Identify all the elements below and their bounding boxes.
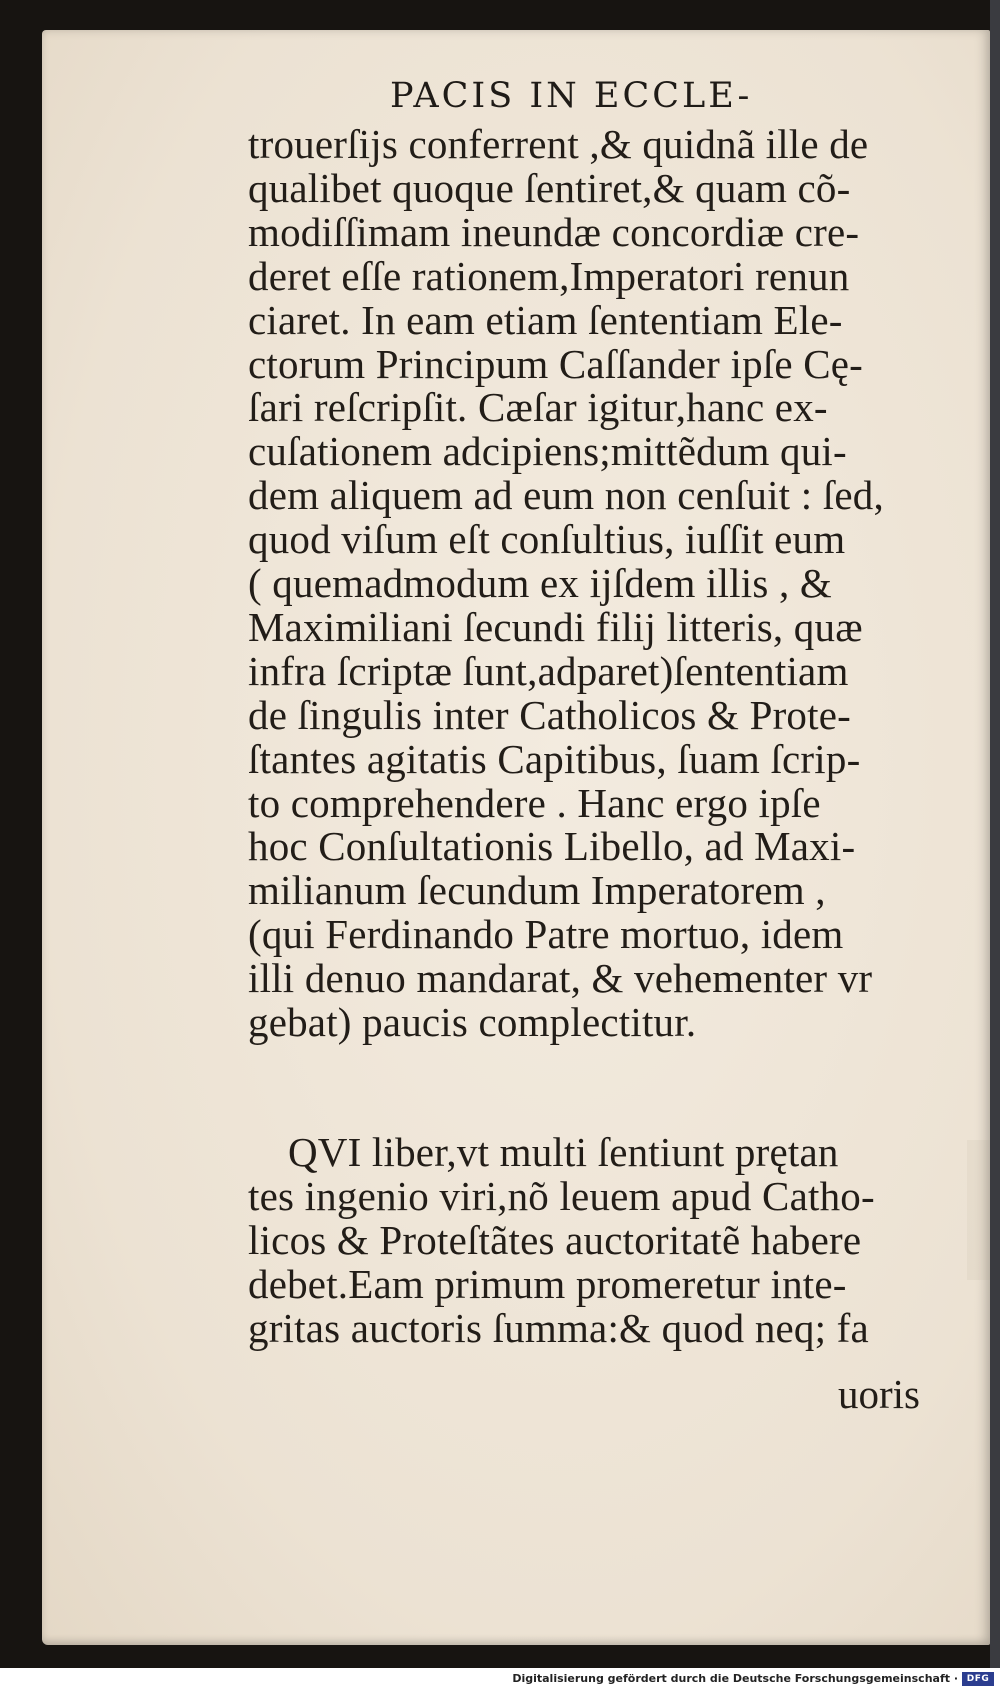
text-line: QVI liber,vt multi ſentiunt prętan [288, 1129, 839, 1175]
text-line: ſtantes agitatis Capitibus, ſuam ſcrip- [248, 735, 861, 782]
text-line: dem aliquem ad eum non cenſuit : ſed, [248, 472, 884, 519]
text-line: hoc Conſultationis Libello, ad Maxi- [248, 823, 856, 870]
text-line: milianum ſecundum Imperatorem , [248, 867, 826, 914]
catchword: uoris [838, 1371, 920, 1417]
text-line: gebat) paucis complectitur. [248, 999, 697, 1045]
text-line: gritas auctoris ſumma:& quod neq; fa [248, 1304, 869, 1351]
funding-credit: Digitalisierung gefördert durch die Deutsche Forschungsgemeinschaft · [512, 1672, 958, 1685]
text-line: quod viſum eſt conſultius, iuſſit eum [248, 516, 846, 563]
text-line: (qui Ferdinando Patre mortuo, idem [248, 911, 844, 958]
running-head: PACIS IN ECCLE- [390, 76, 753, 116]
text-line: ( quemadmodum ex ijſdem illis , & [248, 560, 832, 606]
text-line: ctorum Principum Caſſander ipſe Cę- [248, 340, 864, 387]
text-line: ſari reſcripſit. Cæſar igitur,hanc ex- [248, 384, 828, 431]
text-line: de ſingulis inter Catholicos & Prote- [248, 691, 851, 738]
text-line: deret eſſe rationem,Imperatori renun [248, 252, 850, 299]
text-line: to comprehendere . Hanc ergo ipſe [248, 779, 821, 826]
text-line: tes ingenio viri,nõ leuem apud Catho- [248, 1172, 875, 1219]
text-line: licos & Proteſtãtes auctoritatẽ habere [248, 1216, 862, 1263]
text-line: modiſſimam ineundæ concordiæ cre- [248, 208, 860, 255]
text-line: trouerſijs conferrent ,& quidnã ille de [248, 121, 869, 167]
text-line: cuſationem adcipiens;mittẽdum qui- [248, 428, 847, 475]
text-line: debet.Eam primum promeretur inte- [248, 1260, 847, 1307]
text-line: infra ſcriptæ ſunt,adparet)ſententiam [248, 647, 849, 694]
text-line: qualibet quoque ſentiret,& quam cõ- [248, 164, 851, 211]
text-line: illi denuo mandarat, & vehementer vr [248, 955, 873, 1002]
scan-edge [990, 0, 1000, 1668]
text-line: ciaret. In eam etiam ſententiam Ele- [248, 296, 843, 343]
footer-bar [0, 1668, 1000, 1691]
dfg-logo: DFG [962, 1672, 994, 1686]
text-line: Maximiliani ſecundi filij litteris, quæ [248, 603, 863, 650]
